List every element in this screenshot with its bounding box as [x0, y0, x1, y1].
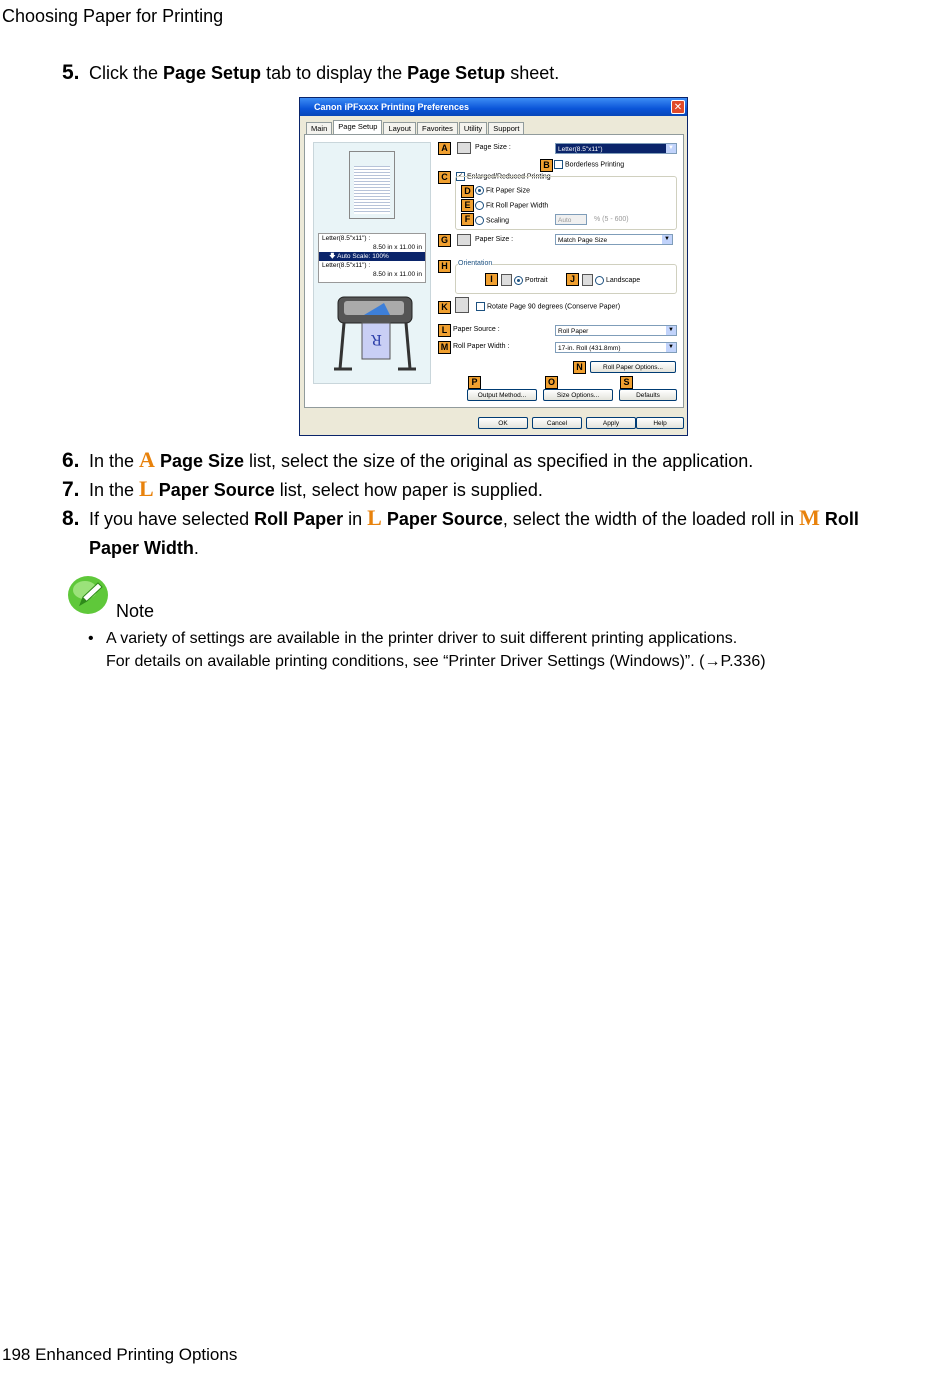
bullet: •	[88, 630, 94, 647]
preview-area	[313, 142, 431, 384]
tab-page-setup[interactable]: Page Setup	[333, 120, 382, 135]
note-line: For details on available printing conditions, see “Printer Driver Settings (Windows)”. (→P.336)	[106, 653, 766, 670]
tab-favorites[interactable]: Favorites	[417, 122, 458, 135]
paper-source-label: Paper Source :	[453, 326, 500, 333]
running-header: Choosing Paper for Printing	[2, 6, 224, 26]
landscape-label: Landscape	[605, 276, 641, 284]
svg-text:R: R	[371, 331, 382, 347]
paper-size-label: Paper Size :	[475, 236, 514, 243]
roll-paper-options-button[interactable]: Roll Paper Options...	[590, 361, 676, 373]
marker-k: K	[438, 301, 451, 314]
portrait-radio[interactable]	[501, 274, 548, 286]
output-method-button[interactable]: Output Method...	[467, 389, 537, 401]
bold-term: Page Setup	[163, 63, 262, 83]
step-5	[62, 58, 912, 88]
marker-b: B	[540, 159, 553, 172]
enlarged-label: Enlarged/Reduced Printing	[467, 173, 551, 181]
step-text: In the	[89, 451, 140, 471]
step-number: 5.	[62, 61, 80, 84]
scaling-value: Auto	[558, 217, 572, 224]
borderless-label: Borderless Printing	[565, 161, 625, 169]
borderless-checkbox[interactable]	[554, 160, 624, 169]
step-7	[62, 474, 912, 505]
defaults-button[interactable]: Defaults	[619, 389, 677, 401]
step-text: list, select the size of the original as specified in the application.	[243, 451, 754, 471]
cancel-button[interactable]: Cancel	[532, 417, 582, 429]
info-line: Letter(8.5"x11") :	[322, 262, 371, 269]
page-footer: 198 Enhanced Printing Options	[2, 1345, 238, 1364]
down-arrow-icon: 🡇	[329, 253, 338, 260]
step-number: 8.	[62, 507, 80, 530]
note-pencil-icon	[68, 575, 109, 614]
marker-m: M	[438, 341, 451, 354]
marker-d: D	[461, 185, 474, 198]
fit-paper-size-label: Fit Paper Size	[486, 187, 530, 195]
tab-main[interactable]: Main	[306, 122, 332, 135]
step-text: In the	[89, 480, 140, 500]
scaling-spinner[interactable]	[555, 214, 587, 225]
radio-icon	[475, 186, 484, 195]
paper-size-value: Match Page Size	[558, 237, 608, 244]
step-number: 6.	[62, 449, 80, 472]
bold-term: Roll	[819, 509, 859, 529]
marker-p: P	[468, 376, 481, 389]
step-text: sheet.	[505, 63, 560, 83]
tab-layout[interactable]: Layout	[383, 122, 416, 135]
radio-icon	[475, 201, 484, 210]
marker-letter: A	[139, 447, 155, 472]
note-label: Note	[116, 601, 155, 621]
close-icon[interactable]: ✕	[671, 100, 685, 114]
fit-roll-width-label: Fit Roll Paper Width	[486, 202, 549, 210]
step-number: 7.	[62, 478, 80, 501]
dialog-titlebar	[300, 98, 687, 116]
info-line: 8.50 in x 11.00 in	[372, 271, 422, 278]
chevron-down-icon: ▼	[662, 235, 672, 244]
bold-term: Roll Paper	[254, 509, 344, 529]
rotate-icon	[455, 297, 469, 313]
scaling-range: % (5 - 600)	[594, 216, 629, 223]
apply-button[interactable]: Apply	[586, 417, 636, 429]
rotate-checkbox[interactable]	[476, 302, 620, 311]
scaling-label: Scaling	[486, 217, 509, 225]
radio-icon	[595, 276, 604, 285]
info-line: 8.50 in x 11.00 in	[372, 244, 422, 251]
check-icon: ✓	[457, 173, 464, 179]
note-body	[88, 627, 766, 673]
step-text: tab to display the	[261, 63, 408, 83]
roll-width-combo[interactable]	[555, 342, 677, 353]
step-8	[62, 503, 912, 563]
radio-icon	[514, 276, 523, 285]
chevron-down-icon: ▼	[666, 144, 676, 153]
marker-o: O	[545, 376, 558, 389]
page-size-icon	[457, 142, 471, 154]
portrait-icon	[501, 274, 512, 286]
checkbox-icon	[476, 302, 485, 311]
printing-preferences-dialog	[299, 97, 688, 436]
paper-size-combo[interactable]	[555, 234, 673, 245]
chevron-down-icon: ▼	[666, 343, 676, 352]
marker-f: F	[461, 213, 474, 226]
radio-icon	[475, 216, 484, 225]
page-size-combo[interactable]	[555, 143, 677, 154]
rotate-label: Rotate Page 90 degrees (Conserve Paper)	[487, 303, 621, 311]
marker-i: I	[485, 273, 498, 286]
printer-icon	[334, 289, 416, 373]
note-line: A variety of settings are available in the printer driver to suit different printing applications.	[106, 630, 738, 647]
paper-source-value: Roll Paper	[558, 328, 589, 335]
page-setup-panel	[304, 134, 684, 408]
step-text: Click the	[89, 63, 164, 83]
landscape-radio[interactable]	[582, 274, 640, 286]
scaling-radio[interactable]	[475, 216, 509, 225]
size-options-button[interactable]: Size Options...	[543, 389, 613, 401]
dialog-title: Canon iPFxxxx Printing Preferences	[314, 102, 470, 112]
roll-width-value: 17-in. Roll (431.8mm)	[558, 345, 621, 352]
step-text: list, select how paper is supplied.	[274, 480, 543, 500]
orientation-label: Orientation	[458, 260, 493, 267]
fit-paper-size-radio[interactable]	[475, 186, 530, 195]
marker-n: N	[573, 361, 586, 374]
marker-letter: L	[139, 476, 154, 501]
paper-size-icon	[457, 234, 471, 246]
bold-term: Page Setup	[407, 63, 506, 83]
landscape-icon	[582, 274, 593, 286]
chevron-down-icon: ▼	[666, 326, 676, 335]
bold-term: Paper Source	[153, 480, 275, 500]
fit-roll-width-radio[interactable]	[475, 201, 548, 210]
tab-utility[interactable]: Utility	[459, 122, 487, 135]
page-size-value: Letter(8.5"x11")	[558, 146, 603, 153]
page-thumbnail	[349, 151, 395, 219]
info-line: Auto Scale: 100%	[337, 253, 389, 260]
step-text: .	[193, 538, 199, 558]
step-text: , select the width of the loaded roll in	[502, 509, 800, 529]
marker-c: C	[438, 171, 451, 184]
bold-term: Paper Source	[381, 509, 503, 529]
paper-info-box	[318, 233, 426, 283]
step-text: If you have selected	[89, 509, 255, 529]
page-size-label: Page Size :	[475, 144, 511, 151]
info-line: Letter(8.5"x11") :	[322, 235, 371, 242]
marker-letter: L	[367, 505, 382, 530]
marker-letter: M	[799, 505, 820, 530]
marker-a: A	[438, 142, 451, 155]
marker-e: E	[461, 199, 474, 212]
marker-h: H	[438, 260, 451, 273]
paper-source-combo[interactable]	[555, 325, 677, 336]
marker-l: L	[438, 324, 451, 337]
bold-term: Paper Width	[89, 538, 194, 558]
step-text: in	[343, 509, 368, 529]
portrait-label: Portrait	[524, 276, 548, 284]
tab-support[interactable]: Support	[488, 122, 524, 135]
marker-g: G	[438, 234, 451, 247]
checkbox-icon	[554, 160, 563, 169]
roll-width-label: Roll Paper Width :	[453, 343, 510, 350]
marker-s: S	[620, 376, 633, 389]
ok-button[interactable]: OK	[478, 417, 528, 429]
step-6	[62, 445, 912, 476]
bold-term: Page Size	[154, 451, 244, 471]
help-button[interactable]: Help	[636, 417, 684, 429]
marker-j: J	[566, 273, 579, 286]
